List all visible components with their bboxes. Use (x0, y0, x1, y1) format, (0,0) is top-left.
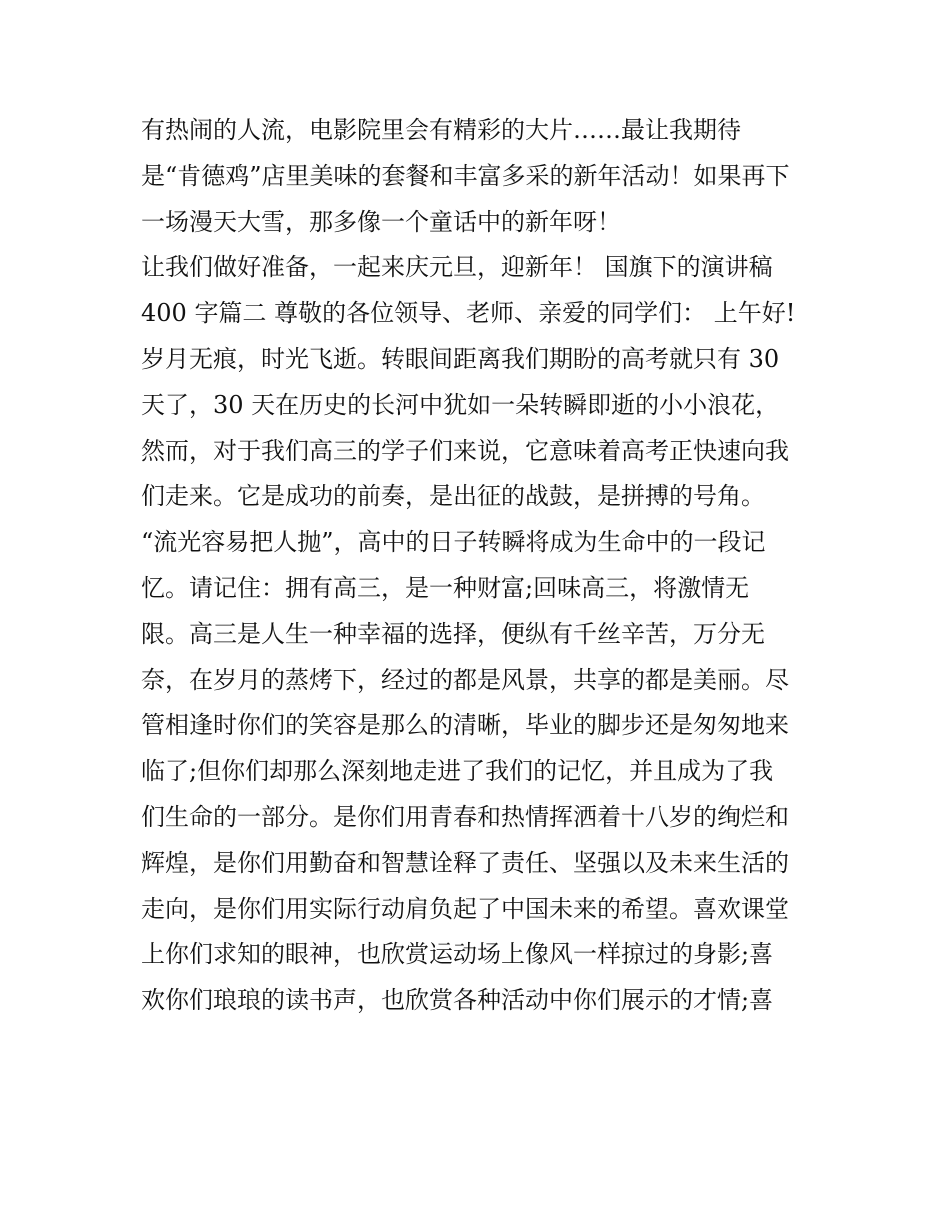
text-line: 天了，30 天在历史的长河中犹如一朵转瞬即逝的小小浪花， (141, 390, 780, 419)
text-line: 上你们求知的眼神，也欣赏运动场上像风一样掠过的身影;喜 (141, 940, 774, 969)
text-line: 有热闹的人流，电影院里会有精彩的大片……最让我期待 (141, 116, 741, 144)
text-line: 走向，是你们用实际行动肩负起了中国未来的希望。喜欢课堂 (141, 894, 789, 923)
text-line: 400 字篇二 尊敬的各位领导、老师、亲爱的同学们： 上午好! (141, 299, 796, 328)
text-line: 然而，对于我们高三的学子们来说，它意味着高考正快速向我 (141, 436, 789, 465)
text-line: 让我们做好准备，一起来庆元旦，迎新年！ 国旗下的演讲稿 (141, 253, 773, 282)
text-line: 限。高三是人生一种幸福的选择，便纵有千丝辛苦，万分无 (141, 619, 765, 648)
text-line: 临了;但你们却那么深刻地走进了我们的记忆，并且成为了我 (141, 757, 774, 786)
text-line: 一场漫天大雪，那多像一个童话中的新年呀！ (141, 207, 621, 236)
text-line: “流光容易把人抛”，高中的日子转瞬将成为生命中的一段记 (141, 528, 766, 557)
text-line: 是“肯德鸡”店里美味的套餐和丰富多采的新年活动！如果再下 (141, 161, 790, 190)
text-line: 们走来。它是成功的前奏，是出征的战鼓，是拼搏的号角。 (141, 482, 765, 511)
text-line: 们生命的一部分。是你们用青春和热情挥洒着十八岁的绚烂和 (141, 802, 789, 831)
text-line: 奈，在岁月的蒸烤下，经过的都是风景，共享的都是美丽。尽 (141, 665, 789, 694)
text-line: 辉煌，是你们用勤奋和智慧诠释了责任、坚强以及未来生活的 (141, 848, 789, 877)
body-text (141, 108, 821, 1024)
text-line: 欢你们琅琅的读书声，也欣赏各种活动中你们展示的才情;喜 (141, 986, 774, 1015)
text-line: 管相逢时你们的笑容是那么的清晰，毕业的脚步还是匆匆地来 (141, 711, 789, 740)
text-line: 岁月无痕，时光飞逝。转眼间距离我们期盼的高考就只有 30 (141, 344, 780, 373)
text-line: 忆。请记住：拥有高三，是一种财富;回味高三，将激情无 (141, 573, 750, 602)
